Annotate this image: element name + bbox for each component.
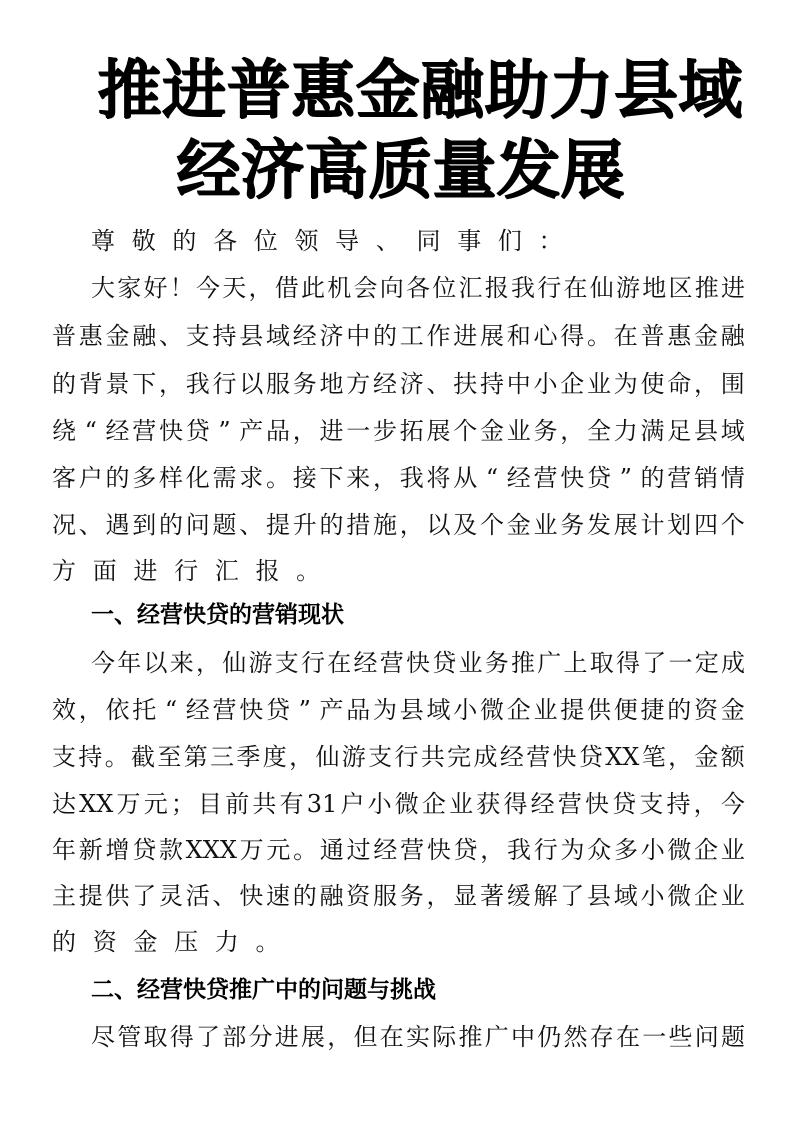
intro-line-5: 客 户 的 多 样 化 需 求 。 接 下 来 ， 我 将 从 “ 经 营 快 贷 ” 的 营 销 情: [52, 464, 745, 492]
section-1-line-3: 支 持 。 截 至 第 三 季 度 ， 仙 游 支 行 共 完 成 经 营 快 贷 XX 笔 ， 金 额: [52, 743, 745, 771]
section-2-heading: 二、经营快贷推广中的问题与挑战: [91, 977, 436, 1003]
section-1-line-2: 效 ， 依 托 “ 经 营 快 贷 ” 产 品 为 县 域 小 微 企 业 提 供 便 捷 的 资 金: [52, 696, 745, 724]
intro-line-3: 的 背 景 下 ， 我 行 以 服 务 地 方 经 济 、 扶 持 中 小 企 业 为 使 命 ， 围: [52, 370, 745, 398]
section-2-line-1: 尽 管 取 得 了 部 分 进 展 ， 但 在 实 际 推 广 中 仍 然 存 在 一 些 问 题: [91, 1023, 745, 1051]
section-1-line-6: 主 提 供 了 灵 活 、 快 速 的 融 资 服 务 ， 显 著 缓 解 了 县 域 小 微 企 业: [52, 882, 745, 910]
document-title-line-2: 经 济 高 质 量 发 展: [176, 133, 624, 208]
intro-line-1: 大 家 好 ！ 今 天 ， 借 此 机 会 向 各 位 汇 报 我 行 在 仙 游 地 区 推 进: [91, 274, 745, 302]
intro-line-2: 普 惠 金 融 、 支 持 县 域 经 济 中 的 工 作 进 展 和 心 得 。 在 普 惠 金 融: [52, 322, 745, 350]
section-1-line-7: 的 资 金 压 力 。: [52, 928, 280, 956]
intro-line-7: 方 面 进 行 汇 报 。: [52, 557, 321, 585]
section-1-line-5: 年 新 增 贷 款 XXX 万 元 。 通 过 经 营 快 贷 ， 我 行 为 众 多 小 微 企 业: [52, 836, 745, 864]
intro-line-6: 况 、 遇 到 的 问 题 、 提 升 的 措 施 ， 以 及 个 金 业 务 发 展 计 划 四 个: [52, 511, 745, 539]
intro-line-4: 绕 “ 经 营 快 贷 ” 产 品 ， 进 一 步 拓 展 个 金 业 务 ， 全 力 满 足 县 域: [52, 417, 745, 445]
section-1-line-4: 达 XX 万 元 ； 目 前 共 有 31 户 小 微 企 业 获 得 经 营 快 贷 支 持 ， 今: [52, 790, 745, 818]
document-title-line-1: 推 进 普 惠 金 融 助 力 县 域: [97, 53, 742, 128]
section-1-line-1: 今 年 以 来 ， 仙 游 支 行 在 经 营 快 贷 业 务 推 广 上 取 得 了 一 定 成: [91, 649, 745, 677]
section-1-heading: 一、经营快贷的营销现状: [91, 602, 344, 628]
salutation: 尊 敬 的 各 位 领 导 、 同 事 们 ：: [91, 227, 563, 255]
